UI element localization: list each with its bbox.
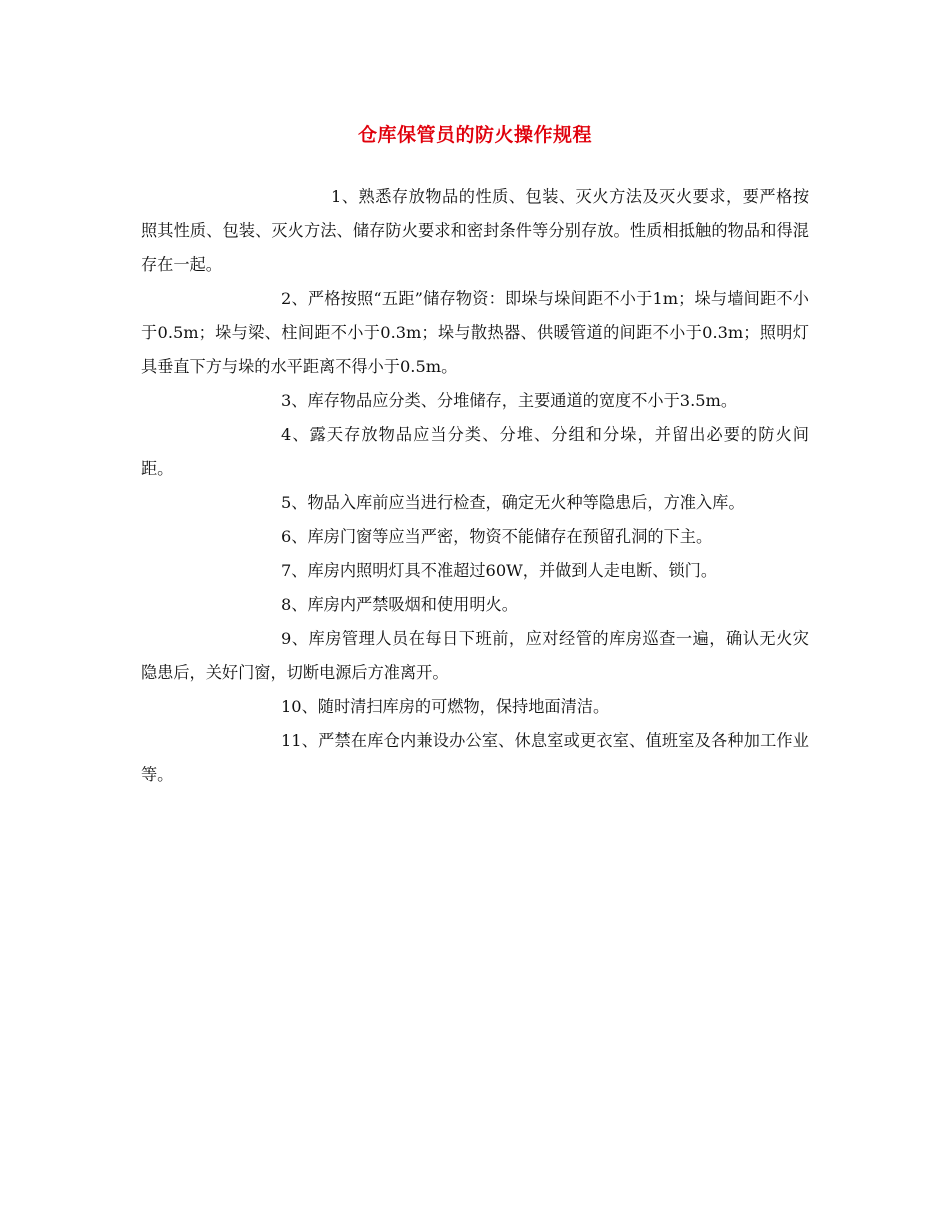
- rule-paragraph-7: 7、库房内照明灯具不准超过60W，并做到人走电断、锁门。: [281, 561, 718, 580]
- rule-paragraph-10: 10、随时清扫库房的可燃物，保持地面清洁。: [281, 697, 610, 716]
- document-title: 仓库保管员的防火操作规程: [357, 124, 592, 146]
- rule-paragraph-3: 3、库存物品应分类、分堆储存，主要通道的宽度不小于3.5m。: [281, 391, 738, 410]
- rule-paragraph-6: 6、库房门窗等应当严密，物资不能储存在预留孔洞的下主。: [281, 527, 713, 546]
- rule-paragraph-5: 5、物品入库前应当进行检查，确定无火种等隐患后，方准入库。: [281, 493, 745, 512]
- rule-paragraph-8: 8、库房内严禁吸烟和使用明火。: [281, 595, 518, 614]
- rule-paragraph-11: 11、严禁在库仓内兼设办公室、休息室或更衣室、值班室及各种加工作业等。: [141, 731, 809, 784]
- rule-paragraph-1: 1、熟悉存放物品的性质、包装、灭火方法及灭火要求，要严格按照其性质、包装、灭火方法、储存防火要求和密封条件等分别存放。性质相抵触的物品和得混存在一起。: [141, 187, 809, 274]
- rule-paragraph-2: 2、严格按照“五距”储存物资：即垛与垛间距不小于1m；垛与墙间距不小于0.5m；垛与梁、柱间距不小于0.3m；垛与散热器、供暖管道的间距不小于0.3m；照明灯具垂直下方与垛的水平距离不得小于0.5m。: [141, 289, 809, 376]
- rule-paragraph-4: 4、露天存放物品应当分类、分堆、分组和分垛，并留出必要的防火间距。: [141, 425, 809, 478]
- document-body: [141, 180, 809, 792]
- rule-paragraph-9: 9、库房管理人员在每日下班前，应对经管的库房巡查一遍，确认无火灾隐患后，关好门窗，切断电源后方准离开。: [141, 629, 809, 682]
